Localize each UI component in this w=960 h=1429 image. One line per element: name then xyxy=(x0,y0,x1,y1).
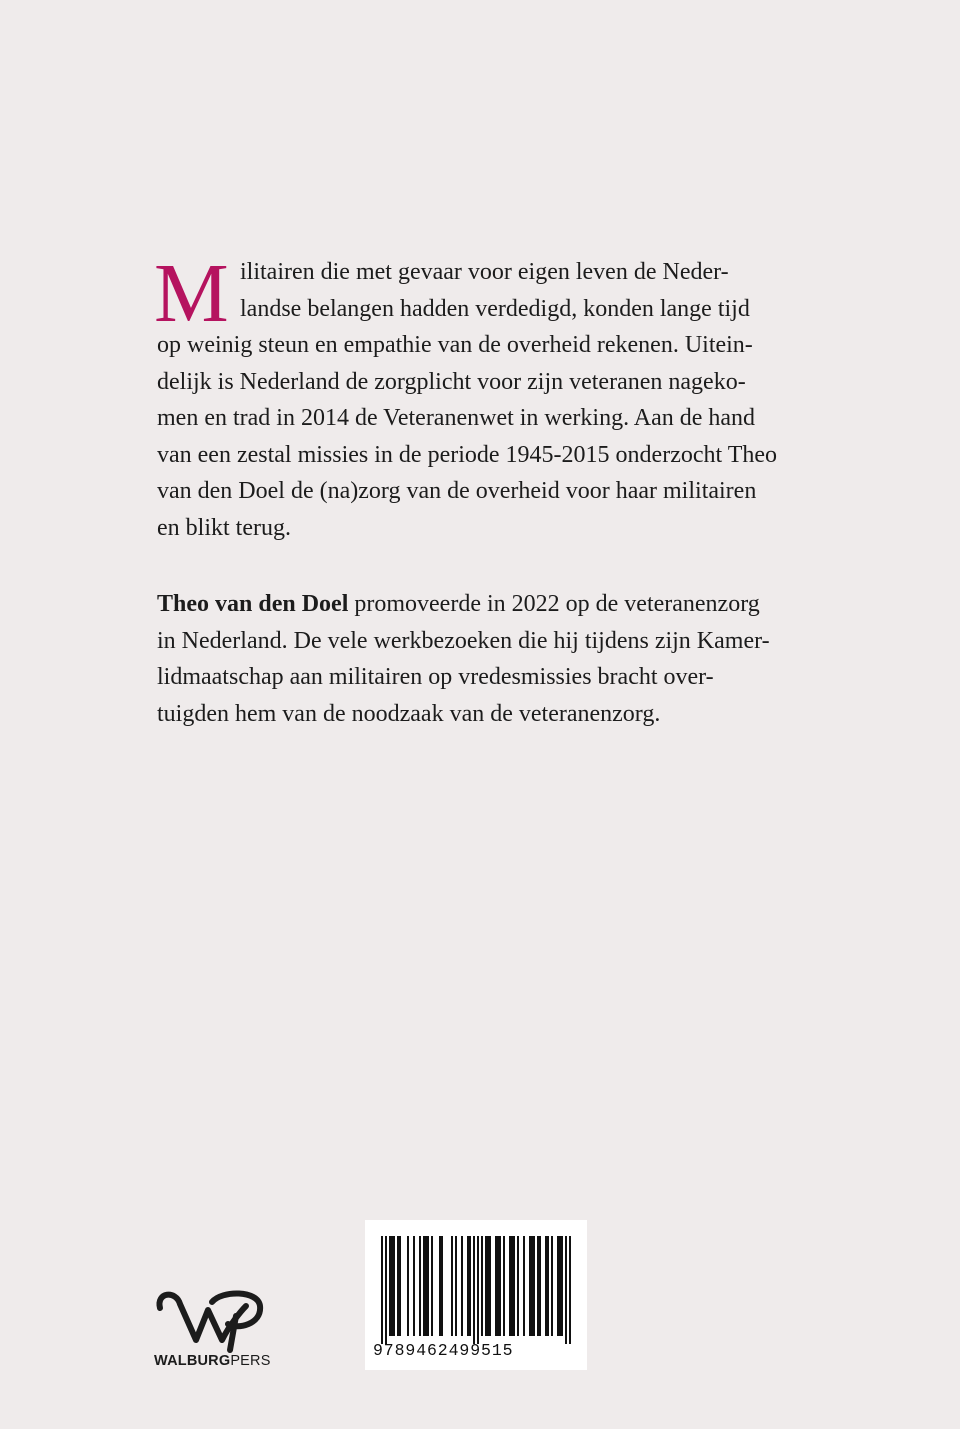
barcode-bar xyxy=(557,1236,559,1336)
barcode-bar xyxy=(497,1236,499,1336)
barcode-bar xyxy=(469,1236,471,1336)
barcode-bar xyxy=(539,1236,541,1336)
barcode-bar xyxy=(529,1236,531,1336)
barcode-bar xyxy=(407,1236,409,1336)
barcode-bar xyxy=(569,1236,571,1344)
barcode-bar xyxy=(517,1236,519,1336)
isbn-barcode xyxy=(365,1220,587,1370)
barcode-bar xyxy=(423,1236,425,1336)
barcode-bar xyxy=(381,1236,383,1344)
barcode-bar xyxy=(559,1236,561,1336)
blurb-line: van een zestal missies in de periode 1945-2015 onderzocht Theo xyxy=(157,441,778,468)
barcode-bar xyxy=(565,1236,567,1344)
barcode-bar xyxy=(513,1236,515,1336)
barcode-bar xyxy=(397,1236,399,1336)
barcode-bar xyxy=(499,1236,501,1336)
barcode-bar xyxy=(533,1236,535,1336)
barcode-bar xyxy=(545,1236,547,1336)
author-bio-line: tuigden hem van de noodzaak van de veteranenzorg. xyxy=(157,700,661,727)
barcode-bar xyxy=(441,1236,443,1336)
barcode-bar xyxy=(489,1236,491,1336)
barcode-bar xyxy=(485,1236,487,1336)
barcode-bar xyxy=(455,1236,457,1336)
barcode-bar xyxy=(419,1236,421,1336)
barcode-bar xyxy=(547,1236,549,1336)
barcode-bar xyxy=(561,1236,563,1336)
barcode-bar xyxy=(495,1236,497,1336)
barcode-bar xyxy=(389,1236,391,1336)
blurb-line: ilitairen die met gevaar voor eigen leven de Neder- xyxy=(240,259,729,285)
walburgpers-wp-icon xyxy=(150,1288,280,1354)
blurb-line: delijk is Nederland de zorgplicht voor zijn veteranen nageko- xyxy=(157,368,746,395)
barcode-bar xyxy=(391,1236,393,1336)
author-bio-line: in Nederland. De vele werkbezoeken die hij tijdens zijn Kamer- xyxy=(157,627,770,654)
barcode-bar xyxy=(439,1236,441,1336)
barcode-bar xyxy=(537,1236,539,1336)
isbn-number: 9789462499515 xyxy=(373,1341,514,1360)
barcode-bar xyxy=(481,1236,483,1336)
barcode-bar xyxy=(503,1236,505,1336)
barcode-bar xyxy=(413,1236,415,1336)
drop-cap: M xyxy=(154,247,229,340)
author-bio xyxy=(157,586,770,732)
barcode-bar xyxy=(427,1236,429,1336)
barcode-bar xyxy=(385,1236,387,1344)
barcode-bar xyxy=(461,1236,463,1336)
barcode-bar xyxy=(487,1236,489,1336)
barcode-bar xyxy=(431,1236,433,1336)
barcode-bar xyxy=(551,1236,553,1336)
author-bio-line xyxy=(157,586,770,623)
barcode-bar xyxy=(425,1236,427,1336)
author-name: Theo van den Doel xyxy=(157,591,349,617)
barcode-bar xyxy=(509,1236,511,1336)
barcode-bar xyxy=(511,1236,513,1336)
barcode-bar xyxy=(393,1236,395,1336)
barcode-bar xyxy=(473,1236,475,1344)
author-bio-line: lidmaatschap aan militairen op vredesmissies bracht over- xyxy=(157,664,714,690)
publisher-logo xyxy=(150,1288,280,1378)
blurb-paragraph-1 xyxy=(154,247,778,546)
blurb-line: van den Doel de (na)zorg van de overheid voor haar militairen xyxy=(157,478,757,504)
barcode-bar xyxy=(451,1236,453,1336)
barcode-bar xyxy=(523,1236,525,1336)
blurb-line: landse belangen hadden verdedigd, konden lange tijd xyxy=(240,295,750,322)
barcode-bar xyxy=(399,1236,401,1336)
publisher-name: WALBURGPERS xyxy=(154,1353,271,1369)
author-bio-text: promoveerde in 2022 op de veteranenzorg xyxy=(348,591,760,617)
blurb-line: men en trad in 2014 de Veteranenwet in werking. Aan de hand xyxy=(157,405,756,431)
barcode-bar xyxy=(467,1236,469,1336)
barcode-bar xyxy=(477,1236,479,1344)
barcode-bar xyxy=(531,1236,533,1336)
blurb-line: en blikt terug. xyxy=(157,514,291,541)
blurb-line: op weinig steun en empathie van de overheid rekenen. Uitein- xyxy=(157,332,753,358)
